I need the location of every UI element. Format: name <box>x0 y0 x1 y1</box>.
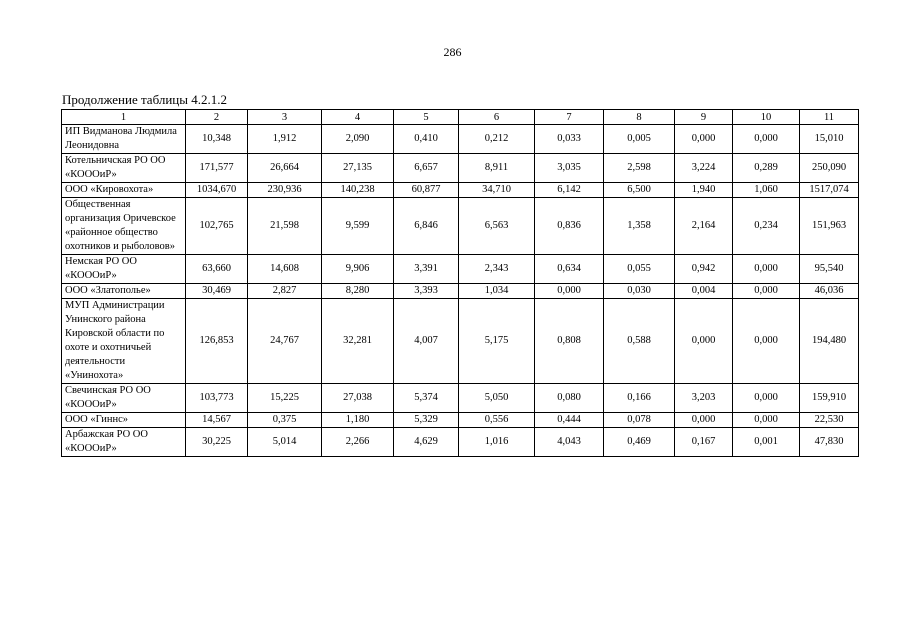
value-cell: 1,060 <box>733 183 800 198</box>
value-cell: 10,348 <box>186 125 248 154</box>
value-cell: 0,212 <box>459 125 535 154</box>
value-cell: 3,391 <box>394 255 459 284</box>
value-cell <box>186 183 248 198</box>
value-cell: 2,827 <box>248 284 322 299</box>
value-cell: 0,410 <box>394 125 459 154</box>
table-row <box>62 299 859 384</box>
organization-name-cell: ООО «Кировохота» <box>62 183 186 198</box>
column-header: 8 <box>604 110 675 125</box>
value-cell: 1,016 <box>459 428 535 457</box>
value-cell: 14,567 <box>186 413 248 428</box>
value-cell: 34,710 <box>459 183 535 198</box>
column-header: 7 <box>535 110 604 125</box>
table-row <box>62 413 859 428</box>
column-header: 1 <box>62 110 186 125</box>
value-cell: 2,266 <box>322 428 394 457</box>
value-cell: 22,530 <box>800 413 859 428</box>
value-cell: 60,877 <box>394 183 459 198</box>
table-row <box>62 198 859 255</box>
page-number: 286 <box>443 45 462 59</box>
value-cell: 0,000 <box>733 299 800 384</box>
organization-name-cell: ООО «Гиннс» <box>62 413 186 428</box>
value-cell: 1,912 <box>248 125 322 154</box>
value-cell: 103,773 <box>186 384 248 413</box>
column-header: 3 <box>248 110 322 125</box>
organization-name-cell: ООО «Златополье» <box>62 284 186 299</box>
value-cell: 63,660 <box>186 255 248 284</box>
value-cell: 27,038 <box>322 384 394 413</box>
wrapped-value: 1034,670 <box>196 184 237 195</box>
table-body <box>62 110 859 457</box>
value-cell: 0,375 <box>248 413 322 428</box>
column-header: 2 <box>186 110 248 125</box>
value-cell: 9,906 <box>322 255 394 284</box>
value-cell: 0,000 <box>733 384 800 413</box>
value-cell: 30,469 <box>186 284 248 299</box>
value-cell: 15,010 <box>800 125 859 154</box>
value-cell: 6,500 <box>604 183 675 198</box>
value-cell: 4,007 <box>394 299 459 384</box>
value-cell: 8,280 <box>322 284 394 299</box>
organization-name-cell: МУП Администрации Унинского района Кировской области по охоте и охотничьей деятельности «Унинохота» <box>62 299 186 384</box>
value-cell: 2,090 <box>322 125 394 154</box>
organization-name-cell: Немская РО ОО «КОООиР» <box>62 255 186 284</box>
value-cell: 32,281 <box>322 299 394 384</box>
table-row <box>62 284 859 299</box>
value-cell: 3,203 <box>675 384 733 413</box>
value-cell: 5,014 <box>248 428 322 457</box>
value-cell: 4,043 <box>535 428 604 457</box>
value-cell: 47,830 <box>800 428 859 457</box>
value-cell: 1,034 <box>459 284 535 299</box>
data-table <box>61 109 859 457</box>
value-cell: 1,940 <box>675 183 733 198</box>
table-row <box>62 255 859 284</box>
value-cell: 0,000 <box>733 413 800 428</box>
value-cell: 3,035 <box>535 154 604 183</box>
value-cell: 14,608 <box>248 255 322 284</box>
value-cell: 0,234 <box>733 198 800 255</box>
value-cell: 6,657 <box>394 154 459 183</box>
value-cell: 24,767 <box>248 299 322 384</box>
value-cell: 126,853 <box>186 299 248 384</box>
organization-name-cell: Свечинская РО ОО «КОООиР» <box>62 384 186 413</box>
value-cell: 0,080 <box>535 384 604 413</box>
organization-name-cell: Общественная организация Оричевское «районное общество охотников и рыболовов» <box>62 198 186 255</box>
value-cell: 3,224 <box>675 154 733 183</box>
organization-name-cell: ИП Видманова Людмила Леонидовна <box>62 125 186 154</box>
value-cell: 0,000 <box>535 284 604 299</box>
value-cell: 0,055 <box>604 255 675 284</box>
column-header: 5 <box>394 110 459 125</box>
value-cell: 0,000 <box>733 125 800 154</box>
value-cell: 27,135 <box>322 154 394 183</box>
value-cell: 0,634 <box>535 255 604 284</box>
value-cell: 0,808 <box>535 299 604 384</box>
column-header: 9 <box>675 110 733 125</box>
value-cell: 0,001 <box>733 428 800 457</box>
table-caption: Продолжение таблицы 4.2.1.2 <box>62 92 227 107</box>
value-cell: 5,175 <box>459 299 535 384</box>
value-cell: 0,444 <box>535 413 604 428</box>
value-cell: 102,765 <box>186 198 248 255</box>
header-row <box>62 110 859 125</box>
value-cell: 6,142 <box>535 183 604 198</box>
value-cell: 5,050 <box>459 384 535 413</box>
value-cell: 26,664 <box>248 154 322 183</box>
organization-name-cell: Котельничская РО ОО «КОООиР» <box>62 154 186 183</box>
value-cell: 0,005 <box>604 125 675 154</box>
value-cell: 0,004 <box>675 284 733 299</box>
value-cell: 2,598 <box>604 154 675 183</box>
table-row <box>62 428 859 457</box>
value-cell: 1,358 <box>604 198 675 255</box>
value-cell: 194,480 <box>800 299 859 384</box>
value-cell: 46,036 <box>800 284 859 299</box>
value-cell: 0,167 <box>675 428 733 457</box>
value-cell: 151,963 <box>800 198 859 255</box>
value-cell: 230,936 <box>248 183 322 198</box>
value-cell: 0,556 <box>459 413 535 428</box>
value-cell: 0,469 <box>604 428 675 457</box>
table-row <box>62 154 859 183</box>
value-cell: 250,090 <box>800 154 859 183</box>
value-cell: 0,166 <box>604 384 675 413</box>
value-cell: 0,588 <box>604 299 675 384</box>
value-cell: 0,000 <box>675 125 733 154</box>
column-header: 10 <box>733 110 800 125</box>
value-cell: 15,225 <box>248 384 322 413</box>
value-cell: 21,598 <box>248 198 322 255</box>
value-cell: 3,393 <box>394 284 459 299</box>
value-cell: 2,164 <box>675 198 733 255</box>
value-cell: 9,599 <box>322 198 394 255</box>
value-cell: 0,078 <box>604 413 675 428</box>
value-cell: 159,910 <box>800 384 859 413</box>
column-header: 4 <box>322 110 394 125</box>
value-cell: 8,911 <box>459 154 535 183</box>
value-cell: 1517,074 <box>800 183 859 198</box>
organization-name-cell: Арбажская РО ОО «КОООиР» <box>62 428 186 457</box>
table-row <box>62 384 859 413</box>
value-cell: 0,000 <box>675 413 733 428</box>
value-cell: 2,343 <box>459 255 535 284</box>
column-header: 11 <box>800 110 859 125</box>
table-row <box>62 125 859 154</box>
value-cell: 0,000 <box>733 284 800 299</box>
value-cell: 4,629 <box>394 428 459 457</box>
value-cell: 0,000 <box>675 299 733 384</box>
value-cell: 0,000 <box>733 255 800 284</box>
value-cell: 0,033 <box>535 125 604 154</box>
value-cell: 5,329 <box>394 413 459 428</box>
value-cell: 95,540 <box>800 255 859 284</box>
value-cell: 6,846 <box>394 198 459 255</box>
value-cell: 0,836 <box>535 198 604 255</box>
value-cell: 0,030 <box>604 284 675 299</box>
value-cell: 171,577 <box>186 154 248 183</box>
table-row <box>62 183 859 198</box>
column-header: 6 <box>459 110 535 125</box>
value-cell: 6,563 <box>459 198 535 255</box>
value-cell: 0,942 <box>675 255 733 284</box>
value-cell: 5,374 <box>394 384 459 413</box>
value-cell: 1,180 <box>322 413 394 428</box>
value-cell: 30,225 <box>186 428 248 457</box>
value-cell: 140,238 <box>322 183 394 198</box>
value-cell: 0,289 <box>733 154 800 183</box>
